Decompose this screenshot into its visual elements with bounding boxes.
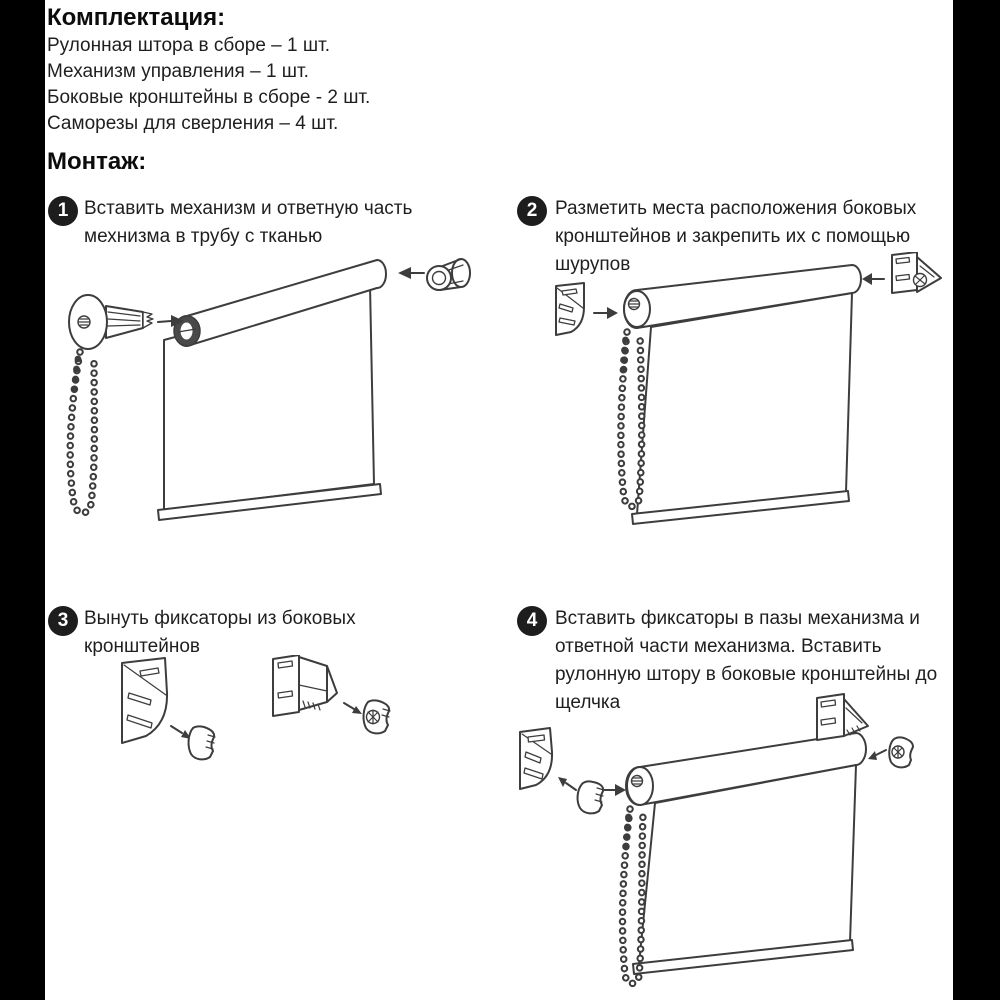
arrow-right-icon [604, 784, 626, 796]
step-3-text: Вынуть фиксаторы из боковых кронштейнов [84, 608, 356, 657]
kit-item: Механизм управления – 1 шт. [47, 61, 309, 82]
right-black-bar [953, 0, 1000, 1000]
fixator-clip-icon [578, 781, 604, 813]
step-4-illustration [500, 692, 953, 1000]
bead-chain-icon [623, 809, 643, 983]
bead-chain-icon [620, 332, 642, 506]
bead-chain-icon [70, 352, 94, 513]
side-bracket-icon [520, 728, 552, 789]
arrow-left-icon [868, 750, 886, 760]
kit-item: Боковые кронштейны в сборе - 2 шт. [47, 87, 371, 108]
arrow-left-icon [862, 273, 884, 285]
step-2-text: Разметить места расположения боковых кронштейнов и закрепить их с помощью шурупов [555, 198, 917, 275]
kit-item: Рулонная штора в сборе – 1 шт. [47, 35, 330, 56]
side-bracket-icon [892, 252, 941, 293]
fixator-clip-icon [889, 737, 913, 767]
arrow-right-icon [594, 307, 618, 319]
fabric-panel [632, 293, 852, 524]
step-4-badge: 4 [517, 606, 547, 636]
side-bracket-icon [817, 694, 868, 740]
installation-title: Монтаж: [47, 148, 147, 175]
step-2-badge: 2 [517, 196, 547, 226]
step-1-text: Вставить механизм и ответную часть мехнизма в трубу с тканью [84, 198, 413, 247]
chain-mechanism-icon [69, 295, 153, 349]
arrow-icon [344, 703, 362, 714]
arrow-left-icon [398, 267, 424, 279]
step-1-illustration [40, 258, 480, 558]
step-2-illustration [510, 252, 953, 572]
kit-title: Комплектация: [47, 4, 226, 31]
arrow-icon [171, 726, 191, 739]
kit-item: Саморезы для сверления – 4 шт. [47, 113, 339, 134]
side-bracket-icon [273, 655, 337, 716]
step-3-illustration [40, 655, 460, 830]
fixator-clip-icon [364, 700, 390, 733]
side-bracket-icon [122, 658, 167, 743]
arrow-icon [558, 777, 576, 790]
fixator-clip-icon [189, 726, 215, 759]
step-3-badge: 3 [48, 606, 78, 636]
end-plug-icon [427, 259, 470, 290]
step-4-text: Вставить фиксаторы в пазы механизма и ответной части механизма. Вставить рулонную штору в боковые кронштейны до щелчка [555, 608, 938, 713]
kit-list [47, 33, 370, 137]
left-black-bar [0, 0, 45, 1000]
step-1-badge: 1 [48, 196, 78, 226]
side-bracket-icon [556, 283, 584, 335]
